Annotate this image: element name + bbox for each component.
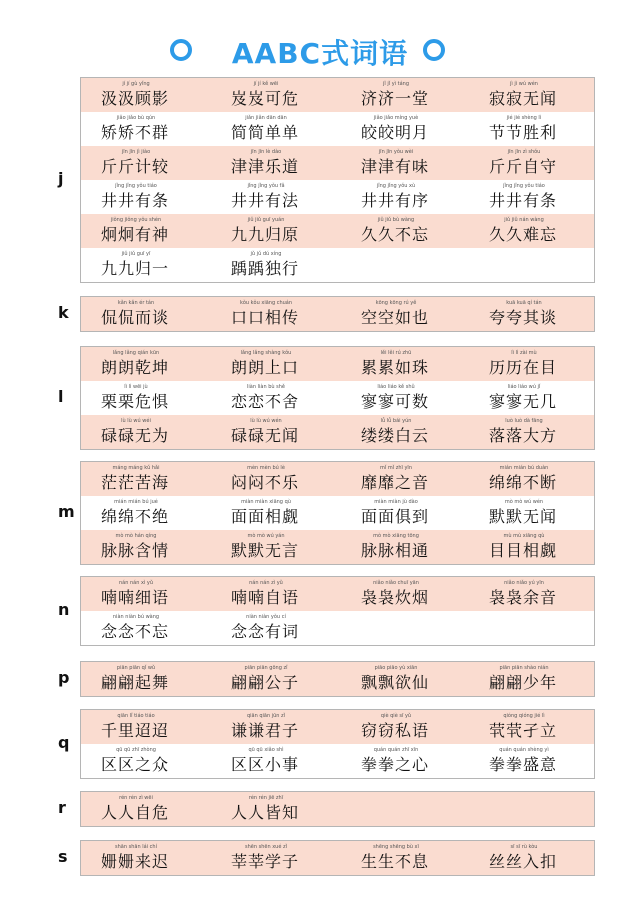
idiom-word: 飘飘欲仙 bbox=[361, 673, 430, 692]
idiom-word: 岌岌可危 bbox=[231, 89, 300, 108]
group-letter: n bbox=[58, 600, 70, 619]
pinyin-label: jīn jīn lè dào bbox=[250, 149, 282, 155]
idiom-word: 区区小事 bbox=[231, 755, 300, 774]
pinyin-label: máng máng kǔ hǎi bbox=[112, 465, 160, 471]
word-row bbox=[81, 841, 594, 875]
idiom-word: 碌碌无为 bbox=[101, 426, 170, 445]
group-letter: m bbox=[58, 502, 75, 521]
pinyin-label: niàn niàn yǒu cí bbox=[246, 614, 286, 620]
pinyin-label: qiān qiān jūn zǐ bbox=[246, 713, 286, 719]
pinyin-label: jí jí gù yǐng bbox=[122, 81, 150, 87]
pinyin-label: mǐ mǐ zhī yīn bbox=[380, 465, 412, 471]
idiom-word: 夸夸其谈 bbox=[489, 308, 558, 327]
idiom-word: 袅袅炊烟 bbox=[361, 588, 430, 607]
idiom-word: 千里迢迢 bbox=[101, 721, 170, 740]
pinyin-label: jiǎn jiǎn dān dān bbox=[245, 115, 287, 121]
idiom-word: 喃喃自语 bbox=[231, 588, 300, 607]
pinyin-label: quán quán zhī xīn bbox=[373, 747, 419, 753]
pinyin-label: lǎng lǎng qián kūn bbox=[112, 350, 160, 356]
idiom-word: 袅袅余音 bbox=[489, 588, 558, 607]
pinyin-label: piān piān qǐ wǔ bbox=[116, 665, 156, 671]
idiom-word: 茕茕孑立 bbox=[489, 721, 558, 740]
pinyin-label: qū qū xiǎo shì bbox=[248, 747, 284, 753]
idiom-word: 人人皆知 bbox=[231, 803, 300, 822]
idiom-word: 累累如珠 bbox=[361, 358, 430, 377]
idiom-word: 斤斤计较 bbox=[101, 157, 170, 176]
pinyin-label: lù lù wú wén bbox=[250, 418, 282, 424]
word-row bbox=[81, 611, 594, 645]
pinyin-label: lǎng lǎng shàng kǒu bbox=[240, 350, 292, 356]
page-header bbox=[0, 30, 640, 74]
idiom-word: 莘莘学子 bbox=[231, 852, 300, 871]
word-row bbox=[81, 78, 594, 112]
pinyin-label: mù mù xiāng qù bbox=[503, 533, 545, 539]
letter-group-r bbox=[80, 791, 595, 827]
idiom-word: 空空如也 bbox=[361, 308, 430, 327]
idiom-word: 念念有词 bbox=[231, 622, 300, 641]
word-row bbox=[81, 214, 594, 248]
pinyin-label: jiǒng jiǒng yǒu shén bbox=[110, 217, 162, 223]
idiom-word: 默默无言 bbox=[231, 541, 300, 560]
idiom-word: 脉脉含情 bbox=[101, 541, 170, 560]
idiom-word: 斤斤自守 bbox=[489, 157, 558, 176]
idiom-word: 面面俱到 bbox=[361, 507, 430, 526]
group-letter: r bbox=[58, 798, 66, 817]
pinyin-label: jǐ jǐ yì táng bbox=[382, 81, 410, 87]
idiom-word: 井井有条 bbox=[489, 191, 558, 210]
idiom-word: 寥寥无几 bbox=[489, 392, 558, 411]
pinyin-label: jí jí kě wēi bbox=[253, 81, 279, 87]
word-row bbox=[81, 146, 594, 180]
pinyin-label: kuā kuā qí tán bbox=[506, 300, 542, 306]
pinyin-label: jiǔ jiǔ nán wàng bbox=[504, 217, 544, 223]
word-row bbox=[81, 415, 594, 449]
letter-group-n bbox=[80, 576, 595, 646]
idiom-word: 翩翩少年 bbox=[489, 673, 558, 692]
idiom-word: 井井有法 bbox=[231, 191, 300, 210]
pinyin-label: rén rén jiē zhī bbox=[248, 795, 284, 801]
idiom-word: 闷闷不乐 bbox=[231, 473, 300, 492]
pinyin-label: liáo liáo kě shǔ bbox=[377, 384, 415, 390]
word-row bbox=[81, 530, 594, 564]
idiom-word: 拳拳盛意 bbox=[489, 755, 558, 774]
pinyin-label: kǎn kǎn ér tán bbox=[117, 300, 155, 306]
idiom-word: 九九归一 bbox=[101, 259, 170, 278]
idiom-word: 姗姗来迟 bbox=[101, 852, 170, 871]
pinyin-label: shēn shēn xué zǐ bbox=[244, 844, 288, 850]
idiom-word: 绵绵不绝 bbox=[101, 507, 170, 526]
pinyin-label: miàn miàn jù dào bbox=[374, 499, 418, 505]
idiom-word: 历历在目 bbox=[489, 358, 558, 377]
page-title: AABC式词语 bbox=[231, 37, 409, 70]
word-row bbox=[81, 347, 594, 381]
pinyin-label: jǐng jǐng yǒu fǎ bbox=[247, 183, 285, 189]
idiom-word: 绵绵不断 bbox=[489, 473, 558, 492]
idiom-word: 九九归原 bbox=[231, 225, 300, 244]
word-row bbox=[81, 792, 594, 826]
idiom-word: 朗朗上口 bbox=[231, 358, 300, 377]
pinyin-label: mò mò wú wén bbox=[504, 499, 544, 505]
pinyin-label: miàn miàn xiāng qù bbox=[241, 499, 291, 505]
letter-group-p bbox=[80, 661, 595, 697]
pinyin-label: kǒu kǒu xiāng chuán bbox=[239, 300, 293, 306]
circle-right-icon bbox=[423, 39, 445, 61]
pinyin-label: piān piān gōng zǐ bbox=[244, 665, 288, 671]
letter-group-m bbox=[80, 461, 595, 565]
word-row bbox=[81, 381, 594, 415]
idiom-word: 炯炯有神 bbox=[101, 225, 170, 244]
pinyin-label: niǎo niǎo chuī yān bbox=[373, 580, 419, 586]
pinyin-label: nán nán xì yǔ bbox=[118, 580, 154, 586]
idiom-word: 茫茫苦海 bbox=[101, 473, 170, 492]
pinyin-label: jiǎo jiǎo míng yuè bbox=[373, 115, 419, 121]
pinyin-label: lù lù wú wéi bbox=[121, 418, 151, 424]
pinyin-label: lěi lěi rú zhū bbox=[380, 350, 412, 356]
pinyin-label: jiǔ jiǔ guī yuán bbox=[247, 217, 285, 223]
pinyin-label: jǐng jǐng yǒu tiáo bbox=[503, 183, 545, 189]
idiom-word: 窃窃私语 bbox=[361, 721, 430, 740]
idiom-word: 寂寂无闻 bbox=[489, 89, 558, 108]
pinyin-label: quán quán shèng yì bbox=[499, 747, 549, 753]
word-row bbox=[81, 496, 594, 530]
pinyin-label: mèn mèn bú lè bbox=[247, 465, 285, 471]
idiom-word: 脉脉相通 bbox=[361, 541, 430, 560]
idiom-word: 井井有序 bbox=[361, 191, 430, 210]
pinyin-label: lǚ lǚ bái yún bbox=[380, 418, 412, 424]
idiom-word: 简简单单 bbox=[231, 123, 300, 142]
idiom-word: 翩翩起舞 bbox=[101, 673, 170, 692]
pinyin-label: jiǔ jiǔ bù wàng bbox=[377, 217, 415, 223]
pinyin-label: mò mò hán qíng bbox=[115, 533, 157, 539]
pinyin-label: qióng qióng jié lì bbox=[503, 713, 545, 719]
idiom-word: 矫矫不群 bbox=[101, 123, 170, 142]
word-row bbox=[81, 744, 594, 778]
pinyin-label: shān shān lái chí bbox=[115, 844, 157, 850]
idiom-word: 面面相觑 bbox=[231, 507, 300, 526]
idiom-word: 栗栗危惧 bbox=[101, 392, 170, 411]
pinyin-label: lì lì zài mù bbox=[511, 350, 537, 356]
word-row bbox=[81, 662, 594, 696]
idiom-word: 口口相传 bbox=[231, 308, 300, 327]
idiom-word: 区区之众 bbox=[101, 755, 170, 774]
idiom-word: 拳拳之心 bbox=[361, 755, 430, 774]
group-letter: q bbox=[58, 733, 70, 752]
group-letter: p bbox=[58, 668, 70, 687]
idiom-word: 默默无闻 bbox=[489, 507, 558, 526]
pinyin-label: jīn jīn yǒu wèi bbox=[378, 149, 414, 155]
idiom-word: 喃喃细语 bbox=[101, 588, 170, 607]
idiom-word: 谦谦君子 bbox=[231, 721, 300, 740]
idiom-word: 目目相觑 bbox=[489, 541, 558, 560]
word-row bbox=[81, 112, 594, 146]
word-row bbox=[81, 462, 594, 496]
idiom-word: 久久不忘 bbox=[361, 225, 430, 244]
letter-group-k bbox=[80, 296, 595, 332]
pinyin-label: jǐng jǐng yǒu xù bbox=[376, 183, 416, 189]
group-letter: j bbox=[58, 169, 64, 188]
pinyin-label: piān piān shào nián bbox=[499, 665, 549, 671]
idiom-word: 津津乐道 bbox=[231, 157, 300, 176]
idiom-word: 碌碌无闻 bbox=[231, 426, 300, 445]
idiom-word: 节节胜利 bbox=[489, 123, 558, 142]
pinyin-label: jì jì wú wén bbox=[510, 81, 538, 87]
pinyin-label: niàn niàn bú wàng bbox=[112, 614, 160, 620]
pinyin-label: jiǎo jiǎo bù qún bbox=[116, 115, 156, 121]
pinyin-label: mò mò xiāng tōng bbox=[373, 533, 419, 539]
pinyin-label: qū qū zhī zhòng bbox=[116, 747, 156, 753]
letter-group-q bbox=[80, 709, 595, 779]
pinyin-label: shēng shēng bù xī bbox=[373, 844, 419, 850]
pinyin-label: sī sī rù kòu bbox=[510, 844, 538, 850]
idiom-word: 生生不息 bbox=[361, 852, 430, 871]
idiom-word: 缕缕白云 bbox=[361, 426, 430, 445]
idiom-word: 朗朗乾坤 bbox=[101, 358, 170, 377]
idiom-word: 津津有味 bbox=[361, 157, 430, 176]
pinyin-label: liàn liàn bù shě bbox=[247, 384, 285, 390]
pinyin-label: luò luò dà fāng bbox=[505, 418, 543, 424]
idiom-word: 侃侃而谈 bbox=[101, 308, 170, 327]
pinyin-label: jǐng jǐng yǒu tiáo bbox=[115, 183, 157, 189]
pinyin-label: mián mián bú jué bbox=[114, 499, 158, 505]
pinyin-label: qiè qiè sī yǔ bbox=[380, 713, 412, 719]
idiom-word: 皎皎明月 bbox=[361, 123, 430, 142]
idiom-word: 寥寥可数 bbox=[361, 392, 430, 411]
idiom-word: 久久难忘 bbox=[489, 225, 558, 244]
pinyin-label: mò mò wú yán bbox=[247, 533, 285, 539]
letter-group-l bbox=[80, 346, 595, 450]
idiom-word: 靡靡之音 bbox=[361, 473, 430, 492]
pinyin-label: liáo liáo wú jǐ bbox=[507, 384, 541, 390]
idiom-word: 人人自危 bbox=[101, 803, 170, 822]
pinyin-label: rén rén zì wēi bbox=[119, 795, 153, 801]
idiom-word: 踽踽独行 bbox=[231, 259, 300, 278]
word-row bbox=[81, 710, 594, 744]
group-letter: k bbox=[58, 303, 69, 322]
word-row bbox=[81, 297, 594, 331]
idiom-word: 汲汲顾影 bbox=[101, 89, 170, 108]
letter-group-j bbox=[80, 77, 595, 283]
pinyin-label: jīn jīn zì shǒu bbox=[507, 149, 541, 155]
letter-group-s bbox=[80, 840, 595, 876]
pinyin-label: jīn jīn jì jiào bbox=[121, 149, 151, 155]
idiom-word: 恋恋不舍 bbox=[231, 392, 300, 411]
idiom-word: 念念不忘 bbox=[101, 622, 170, 641]
pinyin-label: niǎo niǎo yú yīn bbox=[504, 580, 544, 586]
pinyin-label: mián mián bú duàn bbox=[499, 465, 549, 471]
group-letter: l bbox=[58, 387, 64, 406]
pinyin-label: kōng kōng rú yě bbox=[375, 300, 417, 306]
pinyin-label: jié jié shèng lì bbox=[506, 115, 542, 121]
pinyin-label: lì lì wēi jù bbox=[124, 384, 148, 390]
idiom-word: 落落大方 bbox=[489, 426, 558, 445]
idiom-word: 井井有条 bbox=[101, 191, 170, 210]
word-row bbox=[81, 248, 594, 282]
pinyin-label: piāo piāo yù xiān bbox=[374, 665, 418, 671]
word-row bbox=[81, 577, 594, 611]
pinyin-label: qiān lǐ tiáo tiáo bbox=[117, 713, 155, 719]
idiom-word: 济济一堂 bbox=[361, 89, 430, 108]
pinyin-label: nán nán zì yǔ bbox=[249, 580, 283, 586]
word-row bbox=[81, 180, 594, 214]
idiom-word: 丝丝入扣 bbox=[489, 852, 558, 871]
group-letter: s bbox=[58, 847, 68, 866]
pinyin-label: jǔ jǔ dú xíng bbox=[250, 251, 282, 257]
idiom-word: 翩翩公子 bbox=[231, 673, 300, 692]
pinyin-label: jiǔ jiǔ guī yī bbox=[121, 251, 151, 257]
